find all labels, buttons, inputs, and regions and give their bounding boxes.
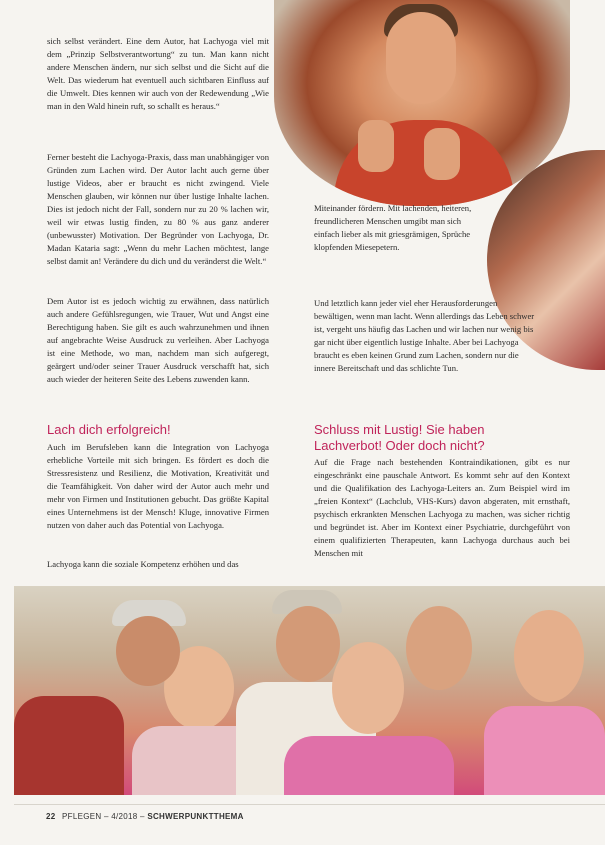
left-heading: Lach dich erfolgreich!	[47, 422, 171, 437]
photo-face-center	[332, 642, 404, 734]
left-paragraph-1: sich selbst verändert. Eine dem Autor, hat Lachyoga viel mit dem „Prinzip Selbstverantwortung“ zu tun. Man kann nicht andere Menschen ändern, nur sich selbst und die Sicht auf die Welt. Das wiederum hat eventuell auch sichtbaren Einfluss auf die Umwelt. Dies kennen wir auch von der Redewendung „Wie man in den Wald hinein ruft, so schallt es heraus.“	[47, 36, 269, 111]
right-paragraph-1: Miteinander fördern. Mit lachenden, heiteren, freundlicheren Menschen umgibt man sich einfach lieber als mit griesgrämigen, Sprüche klopfenden Miesepetern.	[314, 203, 472, 252]
photo-shirt-center	[284, 736, 454, 795]
right-heading: Schluss mit Lustig! Sie haben Lachverbot! Oder doch nicht?	[314, 422, 485, 453]
thumbs-up-left	[358, 120, 394, 172]
photo-face-bearded	[276, 606, 340, 682]
left-paragraph-3: Dem Autor ist es jedoch wichtig zu erwähnen, dass natürlich auch andere Gefühlsregungen, wie Trauer, Wut und Angst eine Berechtigung haben. Sie gilt es auch wahrzunehmen und ihnen auf angebrachte Weise Ausdruck zu verleihen. Aber Lachyoga ist eine Methode, wo man, nachdem man sich aufgeregt, geärgert und/oder seiner Trauer Ausdruck verschafft hat, sich auch wieder der heiteren Seite des Lebens zuwenden kann.	[47, 296, 269, 384]
photo-head	[386, 12, 456, 104]
photo-laughing-group	[14, 586, 605, 795]
photo-shirt-right	[484, 706, 605, 795]
right-paragraph-2: Und letztlich kann jeder viel eher Herausforderungen bewältigen, wenn man lacht. Wenn allerdings das Leben schwer ist, vergeht uns häufig das Lachen und wir lachen nur wenig bis gar nicht über eigentlich lustige Inhalte. Aber bei Lachyoga braucht es eben keinen Grund zum Lachen, sondern nur die innere Bereitschaft und das schlichte Tun.	[314, 298, 535, 373]
photo-face-cap-left	[116, 616, 180, 686]
page-footer	[46, 812, 244, 821]
section-title: SCHWERPUNKTTHEMA	[147, 812, 244, 821]
right-paragraph-3: Auf die Frage nach bestehenden Kontraindikationen, gibt es nur eingeschränkt eine pauschale Antwort. Es kommt sehr auf den Kontext und die Qualifikation des Lachyoga-Leiters an. Zum Beispiel wird im „freien Kontext“ (Lachclub, VHS-Kurs) davon abgeraten, mit ernsthaft, psychisch erkrankten Menschen Lachyoga zu machen, was sicher richtig und begründet ist. Aber im Kontext einer Psychiatrie, durchgeführt von einem qualifizierten Therapeuten, kann Lachyoga durchaus auch bei Menschen mit	[314, 457, 570, 558]
photo-person-left	[14, 696, 124, 795]
photo-face-dark-hair	[406, 606, 472, 690]
left-paragraph-4: Auch im Berufsleben kann die Integration von Lachyoga erhebliche Vorteile mit sich bringen. Es fördert es doch die Stressresistenz und Resilienz, die Motivation, Kreativität und die Teamfähigkeit. Von daher wird der Autor auch mehr und mehr von Firmen und Institutionen gebucht. Das größte Kapital eines Unternehmens ist der Mensch! Kluge, innovative Firmen nutzen von daher auch das Potential von Lachyoga.	[47, 442, 269, 530]
magazine-issue: PFLEGEN – 4/2018 –	[62, 812, 145, 821]
left-paragraph-2: Ferner besteht die Lachyoga-Praxis, dass man unabhängiger von Gründen zum Lachen wird. Der Autor lacht auch gerne über lustige Videos, aber er braucht es nicht zwingend. Viele Menschen glauben, wir können nur über lustige Inhalte lachen. Dies ist jedoch nicht der Fall, sondern nur zu 20 % lachen wir, weil wir etwas lustig finden, zu 80 % aus ganz anderer (unbewusster) Motivation. Der Begründer von Lachyoga, Dr. Madan Kataria sagt: „Wenn du mehr Lachen möchtest, lange selbst damit an! Verändere du dich und du veränderst die Welt.“	[47, 152, 269, 266]
page-number: 22	[46, 812, 56, 821]
thumbs-up-right	[424, 128, 460, 180]
left-paragraph-5: Lachyoga kann die soziale Kompetenz erhöhen und das	[47, 559, 239, 569]
photo-face-right	[514, 610, 584, 702]
footer-divider	[14, 804, 605, 805]
